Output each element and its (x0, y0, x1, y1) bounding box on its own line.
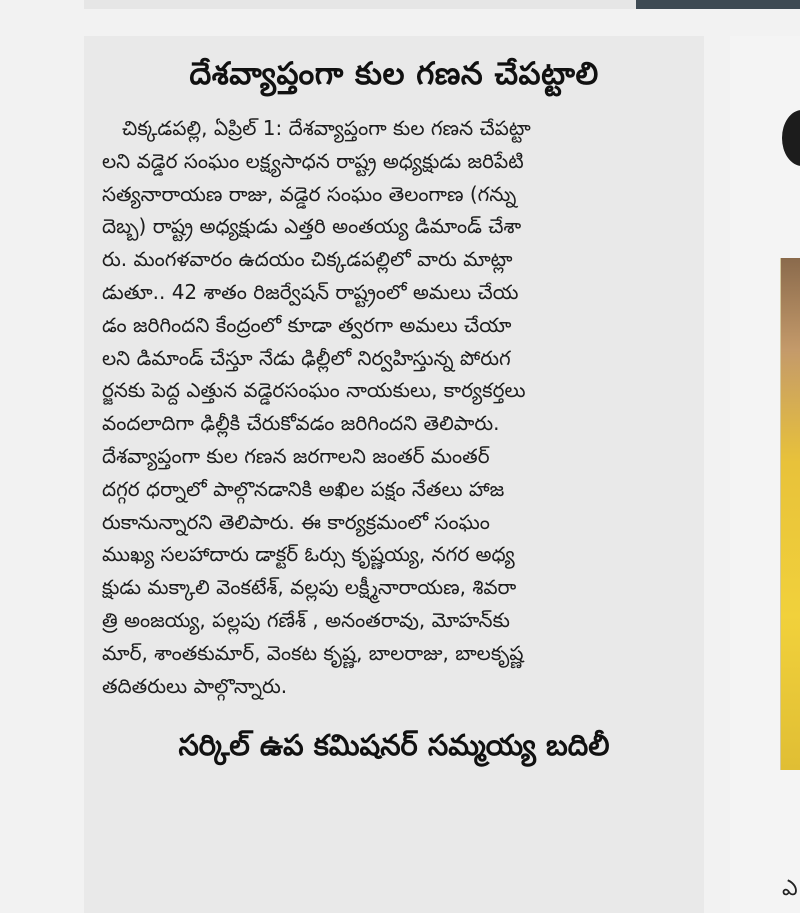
article-body-line: మార్, శాంతకుమార్, వెంకట కృష్ణ, బాలరాజు, బాలకృష్ణ (102, 640, 524, 665)
article-body-line: రుకానున్నారని తెలిపారు. ఈ కార్యక్రమంలో సంఘం (102, 509, 490, 534)
article-body-line: క్షుడు మక్కాలి వెంకటేశ్, వల్లపు లక్ష్మీనారాయణ, శివరా (102, 575, 517, 600)
news-article (84, 36, 704, 913)
article-body-line: డుతూ.. 42 శాతం రిజర్వేషన్ రాష్ట్రంలో అమలు చేయ (102, 279, 519, 304)
next-article-headline: సర్కిల్ ఉప కమిషనర్ సమ్మయ్య బదిలీ (178, 728, 610, 763)
adjacent-photo (780, 258, 800, 770)
article-headline: దేశవ్యాప్తంగా కుల గణన చేపట్టాలి (189, 56, 599, 92)
article-body-line: రు. మంగళవారం ఉదయం చిక్కడపల్లిలో వారు మాట్లా (102, 247, 513, 272)
article-body-line: సత్యనారాయణ రాజు, వడ్డెర సంఘం తెలంగాణ (గన్ను (102, 181, 517, 206)
article-body-line: త్రి అంజయ్య, పల్లపు గణేశ్ , అనంతరావు, మోహన్‌కు (102, 607, 510, 632)
top-divider (84, 0, 636, 9)
top-divider-accent (636, 0, 800, 9)
article-body-line: దేశవ్యాప్తంగా కుల గణన జరగాలని జంతర్ మంతర్ (102, 443, 490, 468)
article-body-line: చిక్కడపల్లి, ఏప్రిల్ 1: దేశవ్యాప్తంగా కుల గణన చేపట్టా (122, 116, 531, 140)
article-body-line: డం జరిగిందని కేంద్రంలో కూడా త్వరగా అమలు చేయా (102, 312, 512, 337)
article-body-line: ర్జనకు పెద్ద ఎత్తున వడ్డెరసంఘం నాయకులు, కార్యకర్తలు (102, 378, 526, 403)
article-body-line: ముఖ్య సలహాదారు డాక్టర్ ఓర్సు కృష్ణయ్య, నగర అధ్య (102, 542, 515, 567)
article-body-line: వందలాదిగా ఢిల్లీకి చేరుకోవడం జరిగిందని తెలిపారు. (102, 411, 500, 436)
adjacent-column-text: ఎ (782, 876, 798, 901)
article-body-line: తదితరులు పాల్గొన్నారు. (102, 673, 288, 698)
article-body-line: లని వడ్డెర సంఘం లక్ష్యసాధన రాష్ట్ర అధ్యక్షుడు జరిపేటి (102, 148, 524, 173)
article-body (102, 112, 686, 702)
article-body-line: దెబ్బ) రాష్ట్ర అధ్యక్షుడు ఎత్తరి అంతయ్య డిమాండ్ చేశా (102, 214, 522, 239)
article-body-line: దగ్గర ధర్నాలో పాల్గొనడానికి అఖిల పక్షం నేతలు హాజ (102, 476, 505, 501)
article-body-line: లని డిమాండ్ చేస్తూ నేడు ఢిల్లీలో నిర్వహిస్తున్న పోరుగ (102, 345, 511, 370)
